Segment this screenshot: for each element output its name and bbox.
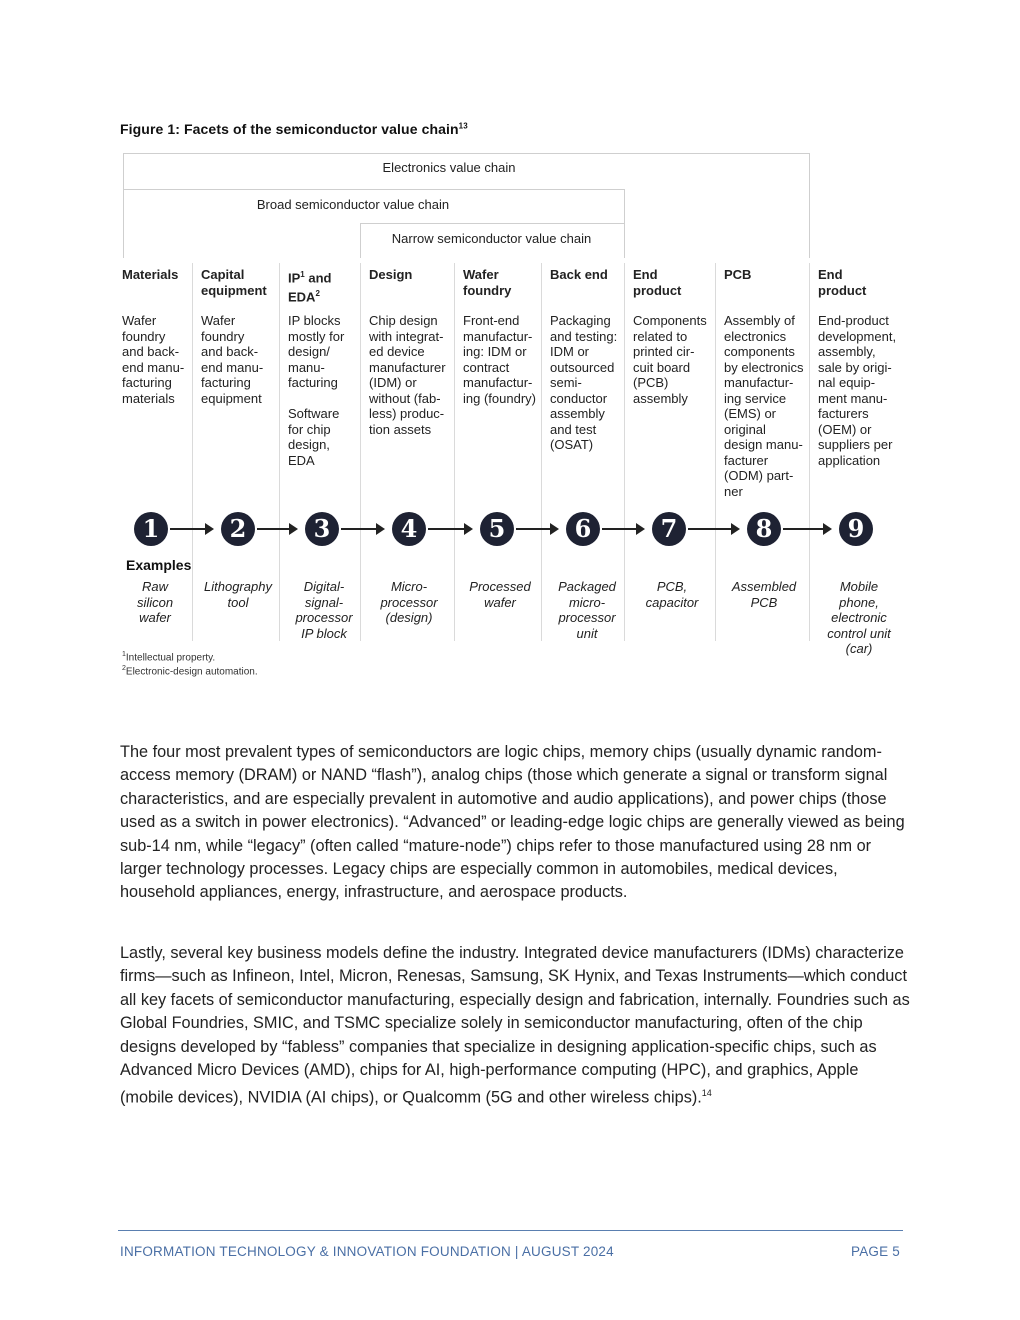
- arrow-line: [602, 528, 636, 530]
- step-circle-2: 2: [221, 512, 255, 546]
- figure-title-text: Figure 1: Facets of the semiconductor value chain: [120, 121, 459, 137]
- arrow-head-icon: [550, 523, 559, 535]
- column-materials: [122, 267, 190, 406]
- step-circle-1: 1: [134, 512, 168, 546]
- arrow-line: [428, 528, 464, 530]
- column-design: [369, 267, 453, 437]
- footnote-ref: 2: [315, 288, 320, 298]
- column-description: Wafer foundry and back- end manu- facturing equipment: [201, 313, 264, 406]
- example-microprocessor-design: Micro- processor (design): [380, 579, 438, 625]
- example-assembled-pcb: Assembled PCB: [731, 579, 797, 610]
- step-circle-6: 6: [566, 512, 600, 546]
- figure-title: [120, 121, 468, 137]
- column-description: Packaging and testing: IDM or outsourced semi- conductor assembly and test (OSAT): [550, 313, 618, 452]
- column-heading: Design: [369, 267, 413, 282]
- column-heading: End product: [818, 267, 867, 298]
- footnote-1: [122, 651, 215, 663]
- page-number: PAGE 5: [851, 1244, 900, 1259]
- column-description: IP blocks mostly for design/ manu- facturing Software for chip design, EDA: [288, 313, 345, 468]
- column-heading: Materials: [122, 267, 179, 282]
- column-back-end: [550, 267, 624, 453]
- step-circle-4: 4: [392, 512, 426, 546]
- arrow-line: [516, 528, 550, 530]
- arrow-head-icon: [205, 523, 214, 535]
- column-divider: [454, 263, 455, 641]
- column-description: Wafer foundry and back- end manu- facturing materials: [122, 313, 185, 406]
- column-description: Chip design with integrat- ed device manufacturer (IDM) or without (fab- less) produc- tion assets: [369, 313, 446, 437]
- footer-organization: INFORMATION TECHNOLOGY & INNOVATION FOUNDATION | AUGUST 2024: [120, 1244, 614, 1259]
- column-heading: Capital equipment: [201, 267, 267, 298]
- column-end-product: [818, 267, 904, 468]
- example-processed-wafer: Processed wafer: [469, 579, 531, 610]
- step-circle-9: 9: [839, 512, 873, 546]
- arrow-line: [170, 528, 205, 530]
- column-description: Front-end manufactur- ing: IDM or contract manufactur- ing (foundry): [463, 313, 536, 406]
- electronics-chain-label: Electronics value chain: [382, 160, 516, 175]
- arrow-line: [783, 528, 823, 530]
- footnote-text: Intellectual property.: [125, 652, 216, 664]
- body-paragraph-2: [120, 942, 910, 1110]
- example-lithography-tool: Lithography tool: [204, 579, 272, 610]
- column-heading: Wafer foundry: [463, 267, 512, 298]
- column-description: End-product development, assembly, sale by origi- nal equip- ment manu- facturers (OEM) or suppliers per application: [818, 313, 897, 468]
- column-wafer-foundry: [463, 267, 541, 406]
- arrow-head-icon: [464, 523, 473, 535]
- example-mobile-phone: Mobile phone, electronic control unit (car): [827, 579, 891, 656]
- heading-eda: EDA: [288, 289, 316, 305]
- heading-and: and: [304, 270, 332, 286]
- paragraph-2-footnote: 14: [701, 1088, 712, 1099]
- arrow-line: [688, 528, 731, 530]
- footer-rule: [118, 1230, 903, 1231]
- column-capital-equipment: [201, 267, 277, 406]
- column-pcb: [724, 267, 810, 499]
- broad-chain-label: Broad semiconductor value chain: [256, 197, 450, 212]
- step-circle-8: 8: [747, 512, 781, 546]
- figure-title-footnote: 13: [458, 121, 468, 131]
- arrow-head-icon: [823, 523, 832, 535]
- column-description: Assembly of electronics components by electronics manufactur- ing service (EMS) or original design manu- facturer (ODM) part- ner: [724, 313, 804, 499]
- column-heading: End product: [633, 267, 682, 298]
- arrow-line: [257, 528, 289, 530]
- example-raw-silicon-wafer: Raw silicon wafer: [136, 579, 174, 625]
- step-circle-3: 3: [305, 512, 339, 546]
- footnote-marker: 1: [122, 651, 126, 658]
- example-pcb-capacitor: PCB, capacitor: [645, 579, 699, 610]
- footnote-text: Electronic-design automation.: [125, 666, 258, 678]
- example-packaged-microprocessor: Packaged micro- processor unit: [558, 579, 616, 641]
- example-dsp-ip-block: Digital- signal- processor IP block: [295, 579, 353, 641]
- arrow-line: [341, 528, 376, 530]
- footnote-marker: 2: [122, 665, 126, 672]
- column-heading: PCB: [724, 267, 752, 282]
- examples-label: Examples: [126, 557, 192, 573]
- footnote-ref: 1: [300, 270, 305, 279]
- body-paragraph-1: The four most prevalent types of semiconductors are logic chips, memory chips (usually dynamic random-access memory (DRAM) or NAND “flash”), analog chips (those which generate a signal or transform signal characteristics, and are especially prevalent in automotive and audio applications), and power chips (those used as a switch in power electronics). “Advanced” or leading-edge logic chips are generally viewed as being sub-14 nm, while “legacy” (often called “mature-node”) chips refer to those manufactured using 28 nm or larger technology processes. Legacy chips are especially common in automobiles, medical devices, household appliances, energy, infrastructure, and aerospace products.: [120, 743, 905, 902]
- narrow-chain-label: Narrow semiconductor value chain: [391, 231, 592, 246]
- column-heading: [288, 267, 360, 313]
- column-divider: [192, 263, 193, 641]
- paragraph-2-text: Lastly, several key business models define the industry. Integrated device manufacturers (IDMs) characterize firms—such as Infineon, Intel, Micron, Renesas, Samsung, SK Hynix, and Texas Instruments—which conduct all key facets of semiconductor manufacturing, especially design and fabrication, internally. Foundries such as Global Foundries, SMIC, and TSMC specialize solely in semiconductor manufacturing, often of the chip designs developed by “fabless” companies that specialize in designing application-specific chips, such as Advanced Micro Devices (AMD), chips for AI, high-performance computing (HPC), and graphics, Apple (mobile devices), NVIDIA (AI chips), or Qualcomm (5G and other wireless chips).: [120, 944, 910, 1107]
- column-ip-eda: [288, 267, 360, 468]
- step-circle-7: 7: [652, 512, 686, 546]
- footnote-2: [122, 665, 258, 677]
- arrow-head-icon: [376, 523, 385, 535]
- column-end-product-components: [633, 267, 715, 406]
- arrow-head-icon: [289, 523, 298, 535]
- arrow-head-icon: [636, 523, 645, 535]
- column-divider: [715, 263, 716, 641]
- step-circle-5: 5: [480, 512, 514, 546]
- column-description: Components related to printed cir- cuit board (PCB) assembly: [633, 313, 707, 406]
- column-heading: Back end: [550, 267, 608, 282]
- heading-ip: IP: [288, 270, 301, 286]
- arrow-head-icon: [731, 523, 740, 535]
